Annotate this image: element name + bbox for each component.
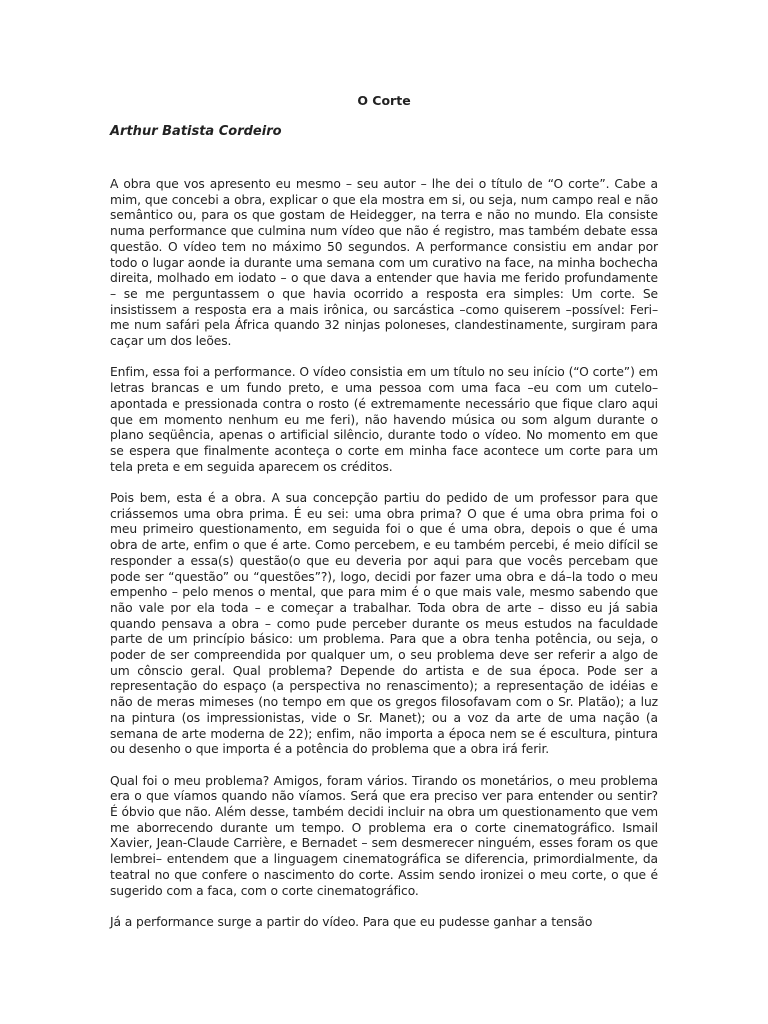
document-page	[110, 92, 658, 946]
document-author: Arthur Batista Cordeiro	[110, 124, 282, 139]
document-body	[110, 177, 658, 931]
paragraph: Qual foi o meu problema? Amigos, foram vários. Tirando os monetários, o meu problema era o que víamos quando não víamos. Será que era preciso ver para entender ou sentir? É óbvio que não. Além desse, também decidi incluir na obra um questionamento que vem me aborrecendo durante um tempo. O problema era o corte cinematográfico. Ismail Xavier, Jean-Claude Carrière, e Bernadet – sem desmerecer ninguém, esses foram os que lembrei– entendem que a linguagem cinematográfica se diferencia, primordialmente, da teatral no que confere o nascimento do corte. Assim sendo ironizei o meu corte, o que é sugerido com a faca, com o corte cinematográfico.	[110, 773, 658, 898]
paragraph: Pois bem, esta é a obra. A sua concepção partiu do pedido de um professor para que criássemos uma obra prima. É eu sei: uma obra prima? O que é uma obra prima foi o meu primeiro questionamento, em seguida foi o que é uma obra, depois o que é uma obra de arte, enfim o que é arte. Como percebem, e eu também percebi, é meio difícil se responder a essa(s) questão(o que eu deveria por aqui para que vocês percebam que pode ser “questão” ou “questões”?), logo, decidi por fazer uma obra e dá–la todo o meu empenho – pelo menos o mental, que para mim é o que mais vale, mesmo sabendo que não vale por ela toda – e começar a trabalhar. Toda obra de arte – disso eu já sabia quando pensava a obra – como pude perceber durante os meus estudos na faculdade parte de um princípio básico: um problema. Para que a obra tenha potência, ou seja, o poder de ser compreendida por qualquer um, o seu problema deve ser referir a algo de um cônscio geral. Qual problema? Depende do artista e de sua época. Pode ser a representação do espaço (a perspectiva no renascimento); a representação de idéias e não de meras mimeses (no tempo em que os gregos filosofavam com o Sr. Platão); a luz na pintura (os impressionistas, vide o Sr. Manet); ou a voz da arte de uma nação (a semana de arte moderna de 22); enfim, não importa a época nem se é escultura, pintura ou desenho o que importa é a potência do problema que a obra irá ferir.	[110, 491, 658, 757]
paragraph: Enfim, essa foi a performance. O vídeo consistia em um título no seu início (“O corte”) em letras brancas e um fundo preto, e uma pessoa com uma faca –eu com um cutelo– apontada e pressionada contra o rosto (é extremamente necessário que fique claro aqui que em momento nenhum eu me feri), não havendo música ou som algum durante o plano seqüência, apenas o artificial silêncio, durante todo o vídeo. No momento em que se espera que finalmente aconteça o corte em minha face acontece um corte para um tela preta e em seguida aparecem os créditos.	[110, 365, 658, 474]
paragraph: A obra que vos apresento eu mesmo – seu autor – lhe dei o título de “O corte”. Cabe a mim, que concebi a obra, explicar o que ela mostra em si, ou seja, num campo real e não semântico ou, para os que gostam de Heidegger, na terra e não no mundo. Ela consiste numa performance que culmina num vídeo que não é registro, mas também debate essa questão. O vídeo tem no máximo 50 segundos. A performance consistiu em andar por todo o lugar aonde ia durante uma semana com um curativo na face, na minha bochecha direita, molhado em iodato – o que dava a entender que havia me ferido profundamente – se me perguntassem o que havia ocorrido a resposta era simples: Um corte. Se insistissem a resposta era a mais irônica, ou sarcástica –como quiserem –possível: Feri–me num safári pela África quando 32 ninjas poloneses, clandestinamente, surgiram para caçar um dos leões.	[110, 177, 658, 349]
document-title: O Corte	[357, 93, 411, 108]
paragraph: Já a performance surge a partir do vídeo. Para que eu pudesse ganhar a tensão	[110, 914, 593, 929]
